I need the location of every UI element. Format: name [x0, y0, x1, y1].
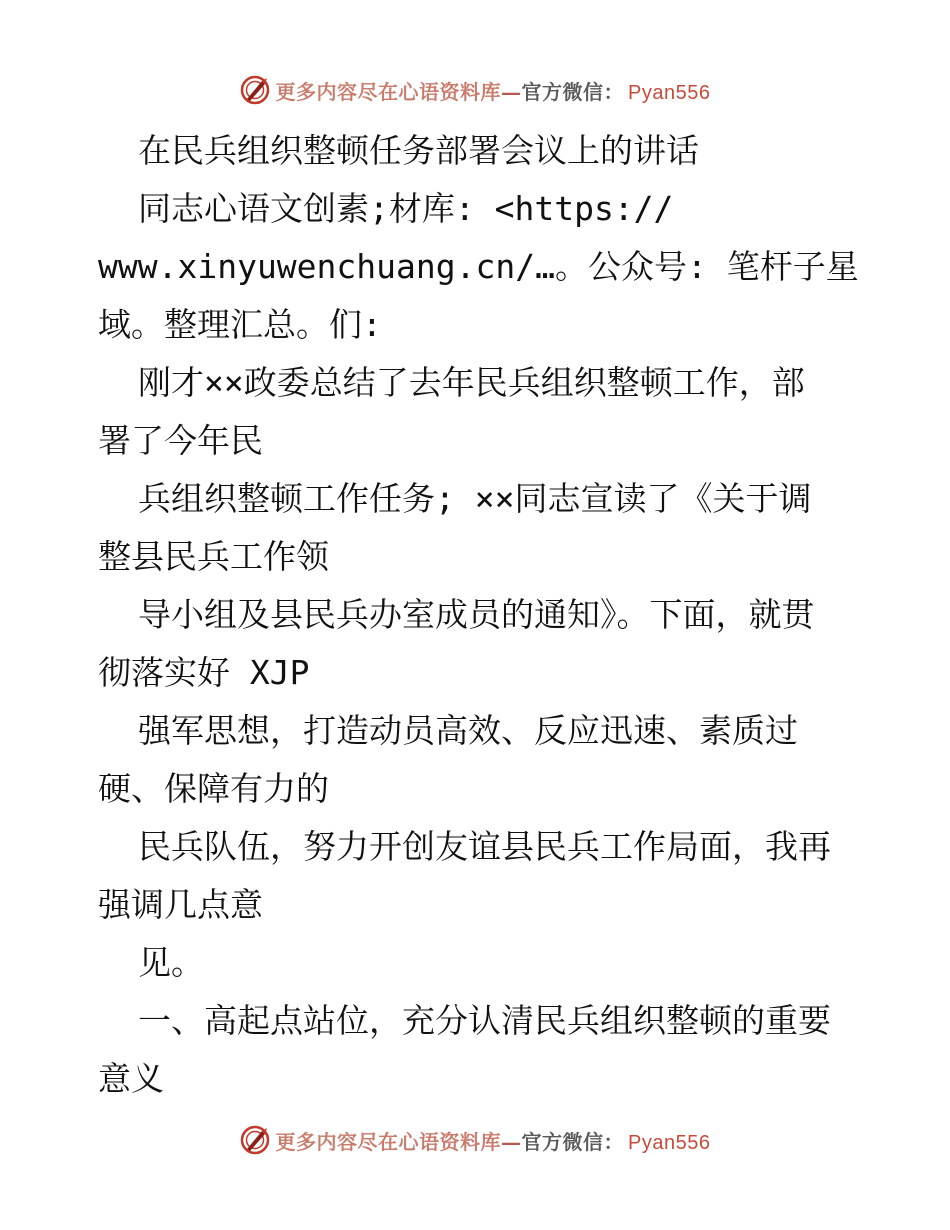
banner-text — [276, 76, 711, 105]
paragraph-line: 署了今年民 — [98, 421, 263, 460]
banner-dash: — — [501, 1129, 522, 1154]
banner-slogan: 更多内容尽在心语资料库 — [275, 1129, 502, 1154]
banner-slogan: 更多内容尽在心语资料库 — [275, 79, 502, 104]
section-heading-continued: 意义 — [98, 1059, 164, 1098]
paragraph-line: 整县民兵工作领 — [98, 537, 329, 576]
footer-banner — [0, 1120, 950, 1160]
banner-dash: — — [501, 79, 522, 104]
section-heading: 一、高起点站位，充分认清民兵组织整顿的重要 — [138, 1001, 831, 1040]
quill-pen-logo-icon — [240, 1125, 270, 1155]
banner-wechat-id: Pyan556 — [628, 1131, 711, 1154]
paragraph-line: 域。整理汇总。们: — [98, 305, 382, 344]
paragraph-line: 刚才××政委总结了去年民兵组织整顿工作，部 — [138, 363, 805, 402]
paragraph-line: 导小组及县民兵办室成员的通知》。下面，就贯 — [138, 595, 815, 634]
document-title: 在民兵组织整顿任务部署会议上的讲话 — [138, 131, 699, 170]
paragraph-line: 强调几点意 — [98, 885, 263, 924]
banner-text — [276, 1126, 711, 1155]
banner-wechat-label: 官方微信： — [521, 1129, 625, 1154]
paragraph-line: 民兵队伍，努力开创友谊县民兵工作局面，我再 — [138, 827, 831, 866]
document-body — [98, 122, 858, 1108]
paragraph-line: 见。 — [138, 943, 204, 982]
banner-wechat-label: 官方微信： — [521, 79, 625, 104]
paragraph-line: 彻落实好 XJP — [98, 653, 310, 692]
header-banner — [0, 70, 950, 110]
paragraph-line: 强军思想，打造动员高效、反应迅速、素质过 — [138, 711, 798, 750]
paragraph-line: 硬、保障有力的 — [98, 769, 329, 808]
paragraph-line: 兵组织整顿工作任务; ××同志宣读了《关于调 — [138, 479, 812, 518]
quill-pen-logo-icon — [240, 75, 270, 105]
paragraph-line: 同志心语文创素;材库: <https:// — [138, 189, 674, 228]
banner-wechat-id: Pyan556 — [628, 81, 711, 104]
paragraph-line: www.xinyuwenchuang.cn/…。公众号: 笔杆子星 — [98, 247, 859, 286]
